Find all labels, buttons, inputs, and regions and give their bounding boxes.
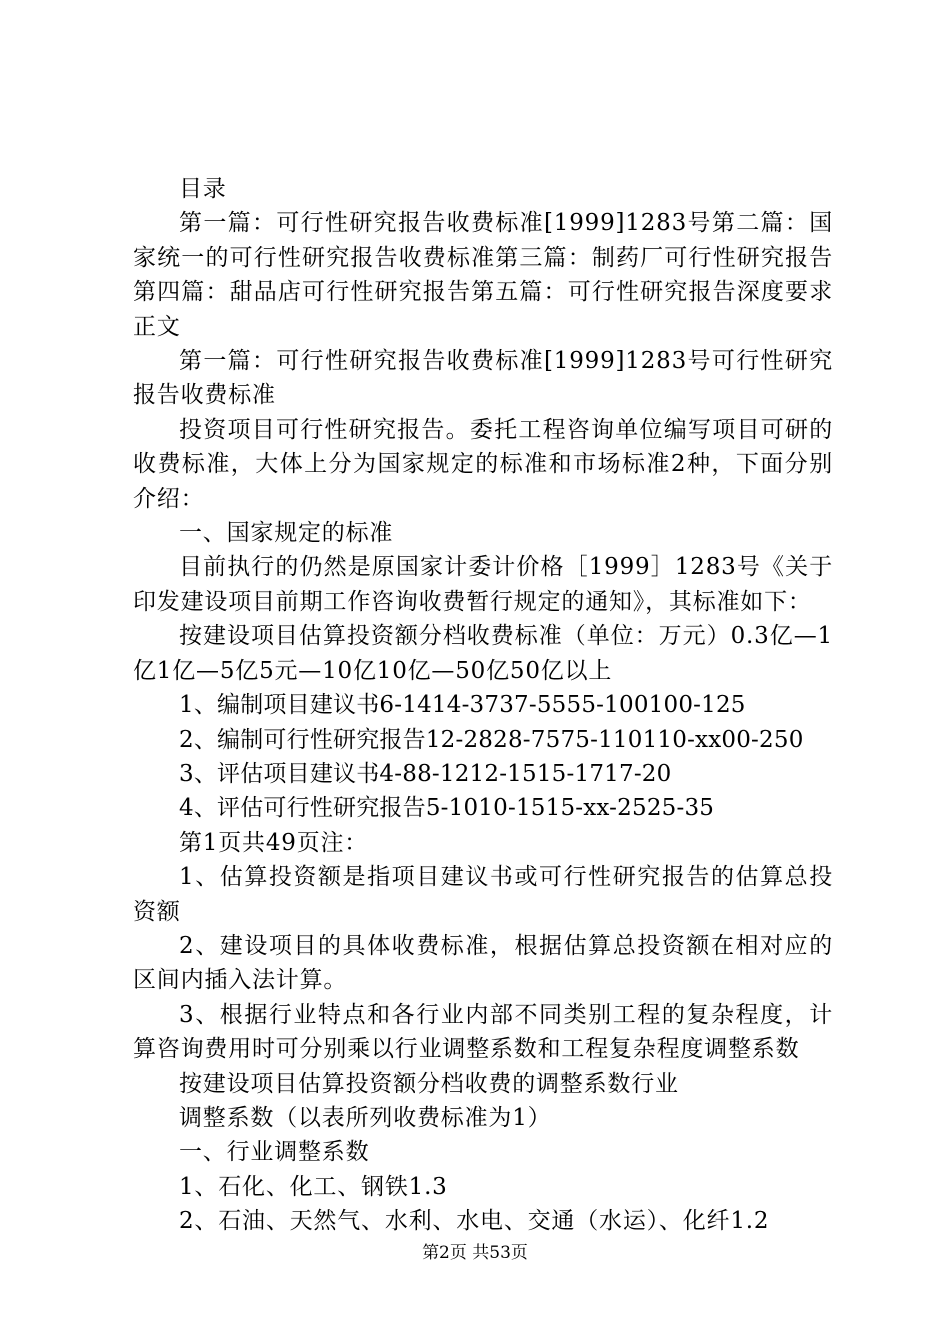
fee-item-3: 3、评估项目建议书4-88-1212-1515-1717-20 — [179, 760, 672, 787]
page-note-inline: 第1页共49页注： — [179, 829, 369, 856]
industry-item-1: 1、石化、化工、钢铁1.3 — [179, 1173, 448, 1200]
document-body — [133, 172, 833, 1239]
industry-adjustment-heading: 一、行业调整系数 — [179, 1139, 370, 1166]
subheading-national-standard: 一、国家规定的标准 — [179, 520, 394, 547]
note-2: 2、建设项目的具体收费标准，根据估算总投资额在相对应的区间内插入法计算。 — [133, 932, 833, 994]
paragraph-fee-tiers: 按建设项目估算投资额分档收费标准（单位：万元）0.3亿—1亿1亿—5亿5元—10亿10亿—50亿50亿以上 — [133, 623, 833, 684]
paragraph-intro: 投资项目可行性研究报告。委托工程咨询单位编写项目可研的收费标准，大体上分为国家规定的标准和市场标准2种，下面分别介绍： — [133, 416, 833, 512]
paragraph-current-rule: 目前执行的仍然是原国家计委计价格［1999］1283号《关于印发建设项目前期工作咨询收费暂行规定的通知》，其标准如下： — [133, 554, 833, 615]
page-footer: 第2页 共53页 — [422, 1243, 528, 1263]
adjustment-heading: 按建设项目估算投资额分档收费的调整系数行业 — [179, 1070, 679, 1097]
fee-item-4: 4、评估可行性研究报告5-1010-1515-xx-2525-35 — [179, 795, 715, 822]
adjustment-subheading: 调整系数（以表所列收费标准为1） — [179, 1104, 552, 1131]
toc-entries: 第一篇：可行性研究报告收费标准[1999]1283号第二篇：国家统一的可行性研究报告收费标准第三篇：制药厂可行性研究报告第四篇：甜品店可行性研究报告第五篇：可行性研究报告深度要求正文 — [133, 210, 833, 340]
toc-heading: 目录 — [179, 176, 227, 202]
fee-item-1: 1、编制项目建议书6-1414-3737-5555-100100-125 — [179, 692, 746, 719]
note-1: 1、估算投资额是指项目建议书或可行性研究报告的估算总投资额 — [133, 864, 833, 925]
note-3: 3、根据行业特点和各行业内部不同类别工程的复杂程度，计算咨询费用时可分别乘以行业调整系数和工程复杂程度调整系数 — [133, 1001, 833, 1063]
section-title: 第一篇：可行性研究报告收费标准[1999]1283号可行性研究报告收费标准 — [133, 348, 833, 409]
fee-item-2: 2、编制可行性研究报告12-2828-7575-110110-xx00-250 — [179, 726, 804, 753]
industry-item-2: 2、石油、天然气、水利、水电、交通（水运）、化纤1.2 — [179, 1208, 770, 1235]
